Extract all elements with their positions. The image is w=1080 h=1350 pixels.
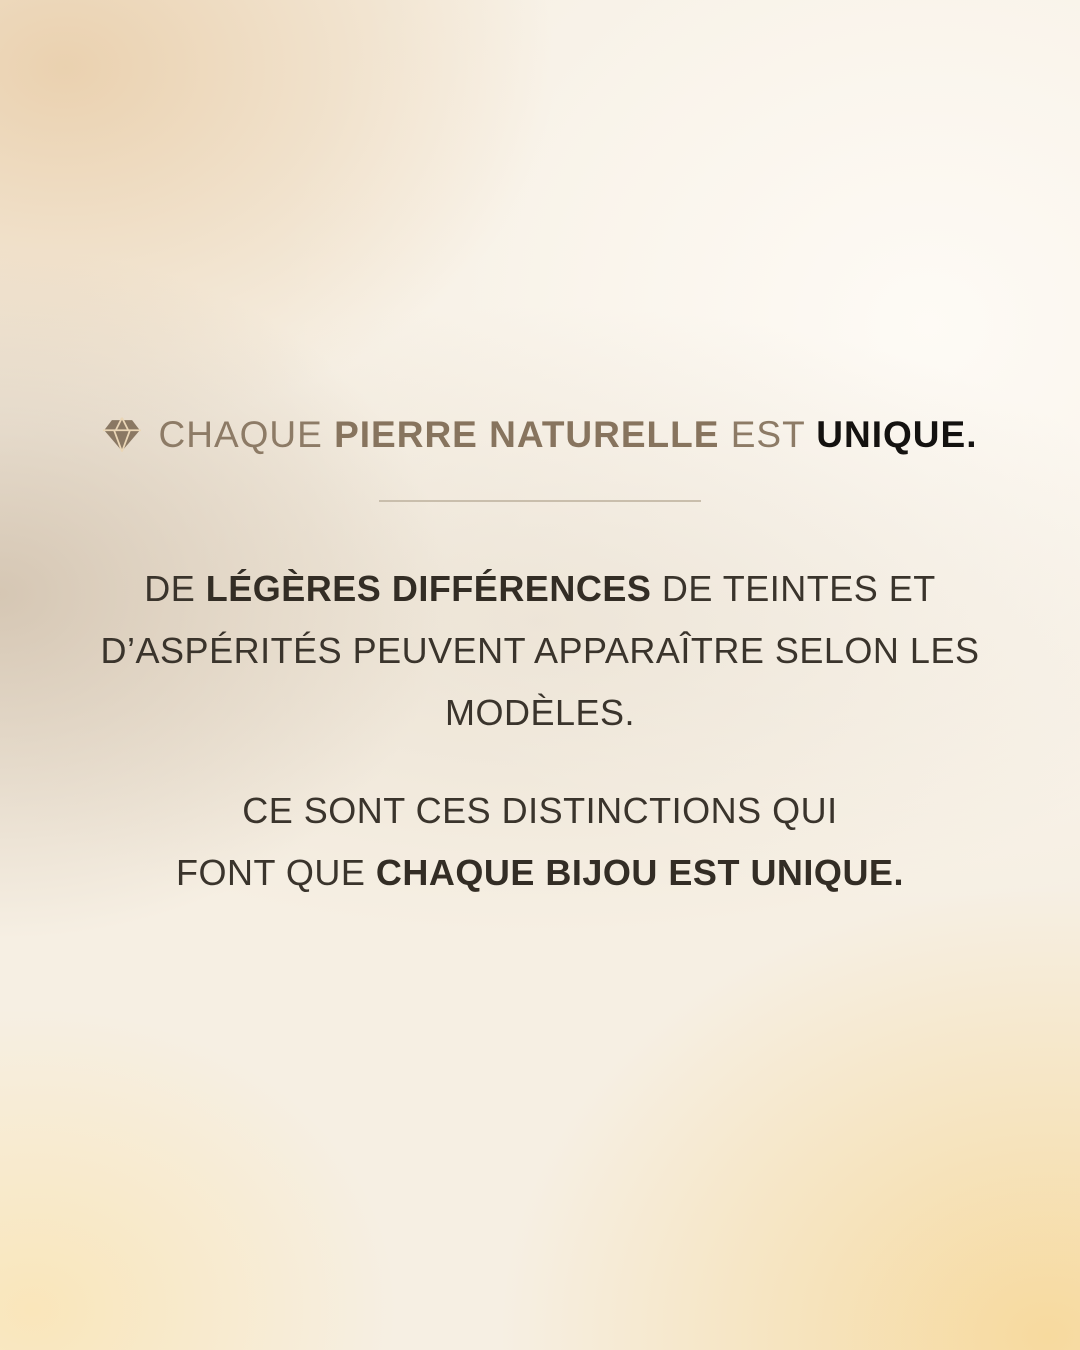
gem-icon (103, 417, 141, 453)
heading-segment-regular: EST (719, 414, 817, 455)
text-segment: DE TEINTES ET (651, 568, 936, 609)
heading-segment-regular: CHAQUE (158, 414, 335, 455)
paragraph-differences (101, 558, 980, 744)
heading-segment-bold-taupe: PIERRE NATURELLE (334, 414, 720, 455)
paragraph-distinctions (176, 780, 904, 904)
heading-segment-bold-dark: UNIQUE. (816, 414, 978, 455)
paragraph-line: D’ASPÉRITÉS PEUVENT APPARAÎTRE SELON LES (100, 630, 980, 671)
paragraph-line: CE SONT CES DISTINCTIONS QUI (242, 790, 838, 831)
paragraph-line (101, 558, 980, 620)
text-segment-bold: LÉGÈRES DIFFÉRENCES (205, 568, 652, 609)
text-segment-bold: CHAQUE BIJOU EST UNIQUE. (375, 852, 904, 893)
heading-text (159, 414, 978, 456)
paragraph-line: MODÈLES. (444, 692, 636, 733)
paragraph-line (176, 842, 904, 904)
divider-line (379, 500, 701, 502)
text-segment: DE (144, 568, 206, 609)
heading (103, 414, 978, 456)
text-segment: FONT QUE (176, 852, 376, 893)
